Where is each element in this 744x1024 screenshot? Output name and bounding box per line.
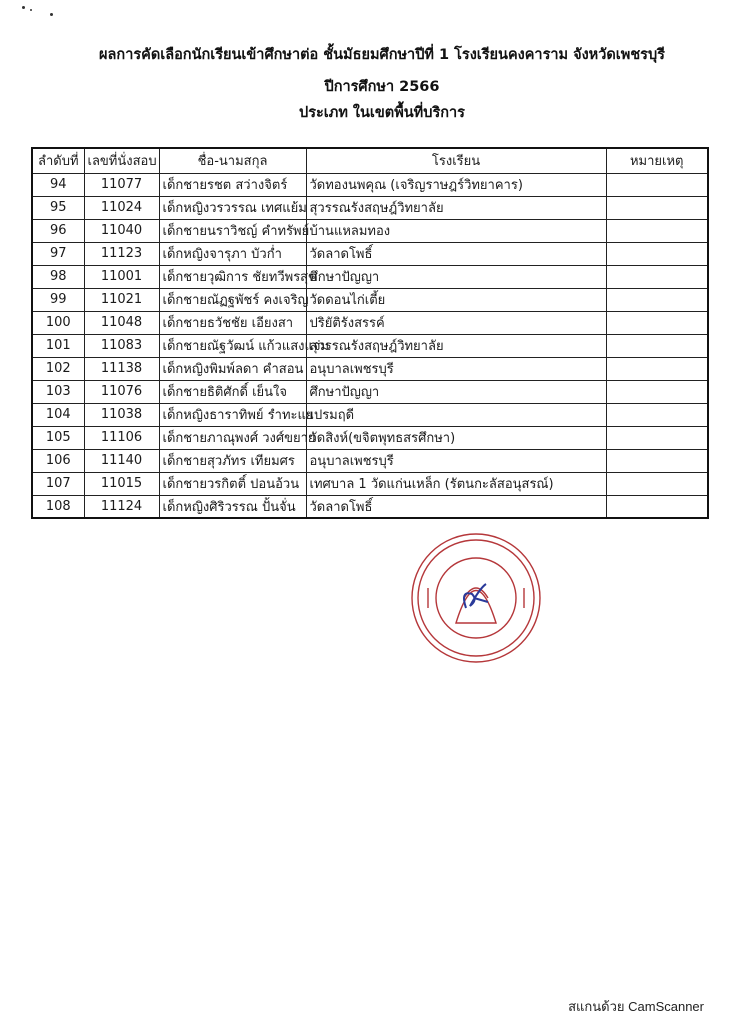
- cell-remarks: [606, 357, 708, 380]
- cell-name: เด็กหญิงธาราทิพย์ รำทะแย: [159, 403, 306, 426]
- cell-school: ศึกษาปัญญา: [306, 380, 606, 403]
- table-row: [32, 265, 708, 288]
- cell-name: เด็กชายภาณุพงศ์ วงศ์ขยาย: [159, 426, 306, 449]
- cell-school: วัดสิงห์(ขจิตพุทธสรศึกษา): [306, 426, 606, 449]
- camscanner-watermark: สแกนด้วย CamScanner: [568, 999, 704, 1014]
- table-row: [32, 311, 708, 334]
- cell-school: วัดทองนพคุณ (เจริญราษฎร์วิทยาคาร): [306, 173, 606, 196]
- cell-seat-number: 11124: [84, 495, 159, 518]
- cell-order: 107: [32, 472, 84, 495]
- cell-order: 95: [32, 196, 84, 219]
- cell-order: 96: [32, 219, 84, 242]
- cell-remarks: [606, 334, 708, 357]
- cell-remarks: [606, 311, 708, 334]
- cell-seat-number: 11123: [84, 242, 159, 265]
- cell-seat-number: 11038: [84, 403, 159, 426]
- table-row: [32, 495, 708, 518]
- academic-year: ปีการศึกษา 2566: [324, 79, 440, 95]
- cell-order: 97: [32, 242, 84, 265]
- column-header-school: โรงเรียน: [306, 148, 606, 173]
- table-row: [32, 242, 708, 265]
- cell-seat-number: 11140: [84, 449, 159, 472]
- cell-remarks: [606, 219, 708, 242]
- table-row: [32, 472, 708, 495]
- cell-order: 100: [32, 311, 84, 334]
- cell-order: 105: [32, 426, 84, 449]
- table-row: [32, 449, 708, 472]
- cell-school: วัดลาดโพธิ์: [306, 242, 606, 265]
- cell-school: ปริยัติรังสรรค์: [306, 311, 606, 334]
- cell-order: 99: [32, 288, 84, 311]
- cell-remarks: [606, 449, 708, 472]
- cell-order: 108: [32, 495, 84, 518]
- cell-order: 101: [32, 334, 84, 357]
- cell-order: 103: [32, 380, 84, 403]
- cell-seat-number: 11024: [84, 196, 159, 219]
- table-row: [32, 288, 708, 311]
- cell-school: เทศบาล 1 วัดแก่นเหล็ก (รัตนกะลัสอนุสรณ์): [306, 472, 606, 495]
- cell-seat-number: 11076: [84, 380, 159, 403]
- cell-seat-number: 11015: [84, 472, 159, 495]
- cell-name: เด็กชายสุวภัทร เทียมศร: [159, 449, 306, 472]
- column-header-seat-number: เลขที่นั่งสอบ: [84, 148, 159, 173]
- cell-seat-number: 11048: [84, 311, 159, 334]
- document-title: ผลการคัดเลือกนักเรียนเข้าศึกษาต่อ ชั้นมัธยมศึกษาปีที่ 1 โรงเรียนคงคาราม จังหวัดเพชรบุรี: [99, 47, 665, 63]
- cell-name: เด็กชายธวัชชัย เอียงสา: [159, 311, 306, 334]
- cell-school: เปรมฤดี: [306, 403, 606, 426]
- cell-seat-number: 11106: [84, 426, 159, 449]
- cell-name: เด็กหญิงวรวรรณ เทศแย้ม: [159, 196, 306, 219]
- category-label: ประเภท ในเขตพื้นที่บริการ: [299, 105, 465, 121]
- column-header-remarks: หมายเหตุ: [606, 148, 708, 173]
- table-row: [32, 173, 708, 196]
- cell-school: สุวรรณรังสฤษฎ์วิทยาลัย: [306, 334, 606, 357]
- cell-seat-number: 11138: [84, 357, 159, 380]
- cell-name: เด็กชายณัฐวัฒน์ แก้วแสงแจ่ม: [159, 334, 306, 357]
- cell-order: 94: [32, 173, 84, 196]
- column-header-order: ลำดับที่: [32, 148, 84, 173]
- table-row: [32, 196, 708, 219]
- cell-seat-number: 11083: [84, 334, 159, 357]
- cell-name: เด็กหญิงศิริวรรณ ปั้นจั่น: [159, 495, 306, 518]
- cell-remarks: [606, 265, 708, 288]
- cell-name: เด็กชายณัฏฐพัชร์ คงเจริญ: [159, 288, 306, 311]
- cell-name: เด็กหญิงพิมพ์ลดา คำสอน: [159, 357, 306, 380]
- results-table: [31, 147, 709, 519]
- table-row: [32, 403, 708, 426]
- cell-school: วัดลาดโพธิ์: [306, 495, 606, 518]
- cell-seat-number: 11077: [84, 173, 159, 196]
- table-row: [32, 357, 708, 380]
- cell-remarks: [606, 495, 708, 518]
- cell-school: สุวรรณรังสฤษฎ์วิทยาลัย: [306, 196, 606, 219]
- school-seal-stamp: [408, 528, 544, 668]
- cell-seat-number: 11021: [84, 288, 159, 311]
- cell-school: วัดดอนไก่เตี้ย: [306, 288, 606, 311]
- scan-speck-marks: [20, 4, 60, 16]
- cell-order: 102: [32, 357, 84, 380]
- cell-name: เด็กชายรชต สว่างจิตร์: [159, 173, 306, 196]
- cell-school: ศึกษาปัญญา: [306, 265, 606, 288]
- cell-remarks: [606, 196, 708, 219]
- cell-seat-number: 11040: [84, 219, 159, 242]
- table-row: [32, 334, 708, 357]
- cell-order: 104: [32, 403, 84, 426]
- column-header-name: ชื่อ-นามสกุล: [159, 148, 306, 173]
- cell-school: อนุบาลเพชรบุรี: [306, 357, 606, 380]
- cell-name: เด็กชายวรกิตติ์ ปอนอ้วน: [159, 472, 306, 495]
- cell-remarks: [606, 472, 708, 495]
- cell-remarks: [606, 403, 708, 426]
- table-row: [32, 426, 708, 449]
- cell-order: 106: [32, 449, 84, 472]
- cell-remarks: [606, 288, 708, 311]
- cell-remarks: [606, 173, 708, 196]
- cell-name: เด็กชายธิติศักดิ์ เย็นใจ: [159, 380, 306, 403]
- cell-name: เด็กชายนราวิชญ์ คำทรัพย์: [159, 219, 306, 242]
- cell-school: บ้านแหลมทอง: [306, 219, 606, 242]
- table-row: [32, 219, 708, 242]
- cell-order: 98: [32, 265, 84, 288]
- cell-remarks: [606, 380, 708, 403]
- cell-seat-number: 11001: [84, 265, 159, 288]
- table-row: [32, 380, 708, 403]
- table-header-row: [32, 148, 708, 173]
- cell-remarks: [606, 242, 708, 265]
- cell-school: อนุบาลเพชรบุรี: [306, 449, 606, 472]
- cell-name: เด็กชายวุฒิการ ชัยทวีพรสุข: [159, 265, 306, 288]
- cell-name: เด็กหญิงจารุภา บัวก่ำ: [159, 242, 306, 265]
- table-body: [32, 173, 708, 518]
- cell-remarks: [606, 426, 708, 449]
